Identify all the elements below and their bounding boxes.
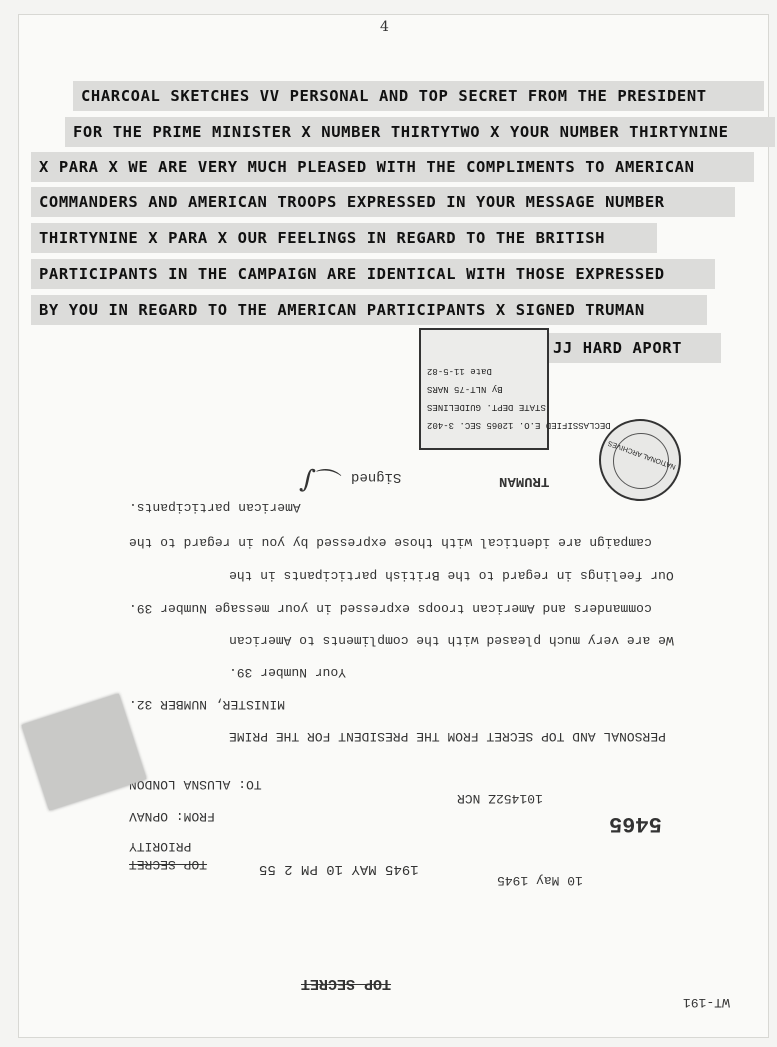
- document-page: [18, 14, 769, 1038]
- torn-paper-fragment: [22, 693, 147, 810]
- from-line: FROM: OPNAV: [129, 809, 215, 824]
- serial-number: 5465: [609, 811, 662, 836]
- body-line-1: American participants.: [129, 500, 301, 515]
- signed-label: Signed: [351, 469, 402, 485]
- body-line-8: PERSONAL AND TOP SECRET FROM THE PRESIDENT FOR THE PRIME: [229, 729, 666, 744]
- tape-line-7: BY YOU IN REGARD TO THE AMERICAN PARTICIPANTS X SIGNED TRUMAN: [31, 295, 707, 325]
- footer-classification: TOP SECRET: [301, 975, 392, 992]
- dtg-line: 101452Z NCR: [457, 791, 543, 806]
- tape-line-6: PARTICIPANTS IN THE CAMPAIGN ARE IDENTICAL WITH THOSE EXPRESSED: [31, 259, 715, 289]
- body-line-5: We are very much pleased with the compliments to American: [229, 633, 674, 648]
- date-stamp: 1945 MAY 10 PM 2 55: [259, 861, 419, 877]
- archive-seal: NATIONAL ARCHIVES: [599, 419, 681, 501]
- body-line-7: MINISTER, NUMBER 32.: [129, 697, 286, 712]
- to-line: TO: ALUSNA LONDON: [129, 777, 262, 792]
- signer-name: TRUMAN: [499, 473, 550, 489]
- tape-line-2: FOR THE PRIME MINISTER X NUMBER THIRTYTWO X YOUR NUMBER THIRTYNINE: [65, 117, 775, 147]
- body-line-2: campaign are identical with those expressed by you in regard to the: [129, 535, 652, 550]
- tape-line-3: X PARA X WE ARE VERY MUCH PLEASED WITH THE COMPLIMENTS TO AMERICAN: [31, 152, 754, 182]
- body-line-4: commanders and American troops expressed in your message Number 39.: [129, 601, 652, 616]
- declassified-stamp: DECLASSIFIED E.O. 12065 SEC. 3-402 STATE DEPT. GUIDELINES By NLT-75 NARS Date 11-5-82: [419, 328, 549, 450]
- date-line: 10 May 1945: [497, 873, 583, 888]
- top-secret-line: TOP SECRET: [129, 857, 208, 872]
- tape-tail: JJ HARD APORT: [545, 333, 721, 363]
- body-line-3: Our feelings in regard to the British participants in the: [229, 568, 674, 583]
- archive-number: WT-191: [683, 995, 730, 1010]
- body-line-6: Your Number 39.: [229, 665, 347, 680]
- signature-scrawl: ∫⌒: [298, 463, 343, 501]
- priority-line: PRIORITY: [129, 839, 192, 854]
- tape-line-4: COMMANDERS AND AMERICAN TROOPS EXPRESSED IN YOUR MESSAGE NUMBER: [31, 187, 735, 217]
- tape-line-5: THIRTYNINE X PARA X OUR FEELINGS IN REGARD TO THE BRITISH: [31, 223, 657, 253]
- tape-line-1: CHARCOAL SKETCHES VV PERSONAL AND TOP SECRET FROM THE PRESIDENT: [73, 81, 764, 111]
- header-mark: 4: [380, 19, 389, 35]
